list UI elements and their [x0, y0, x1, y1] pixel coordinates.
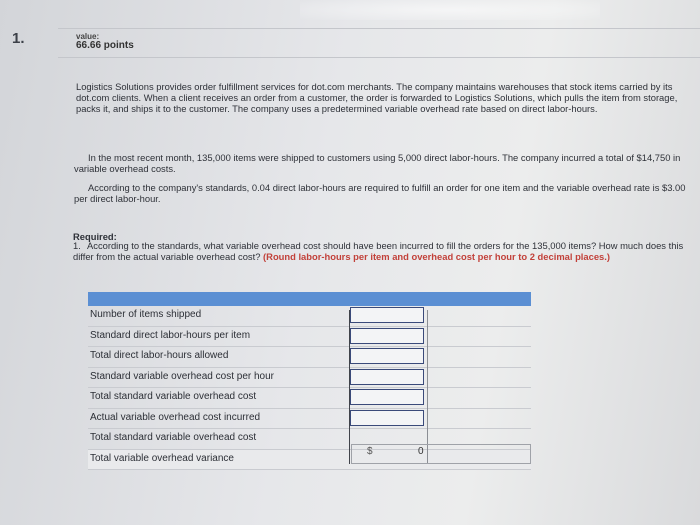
row-label: Standard variable overhead cost per hour [90, 370, 275, 382]
question-number: 1. [12, 30, 25, 47]
total-hours-allowed-input[interactable] [350, 348, 424, 364]
rounding-hint: (Round labor-hours per item and overhead cost per hour to 2 decimal places.) [263, 250, 610, 262]
required-question [73, 241, 700, 263]
currency-symbol: $ [367, 446, 373, 457]
table-row [88, 347, 531, 368]
variance-output-box[interactable] [351, 444, 531, 464]
problem-paragraph-1: Logistics Solutions provides order fulfillment services for dot.com merchants. The company maintains warehouses that stock items carried by its dot.com clients. When a client receives an order from a customer, the order is forwarded to Logistics Solutions, which pulls the item from storage, packs it, and ships it to the customer. The company uses a predetermined variable overhead rate based on direct labor-hours. [76, 81, 678, 114]
required-text: According to the standards, what variable overhead cost should have been incurred to fill the orders for the 135,000 items? How much does this differ from the actual variable overhead cost? [73, 240, 684, 262]
row-label: Total standard variable overhead cost [90, 432, 257, 443]
variance-value: 0 [418, 446, 424, 457]
table-header-bar [88, 292, 531, 306]
problem-paragraph-2: In the most recent month, 135,000 items were shipped to customers using 5,000 direct labor-hours. The company incurred a total of $14,750 in variable overhead costs. [74, 152, 681, 174]
table-row [88, 327, 531, 348]
row-label: Actual variable overhead cost incurred [90, 411, 261, 423]
row-label: Total variable overhead variance [90, 452, 234, 464]
std-hours-per-item-input[interactable] [350, 328, 424, 344]
row-label: Total standard variable overhead cost [90, 391, 257, 402]
row-label: Total direct labor-hours allowed [90, 350, 229, 361]
items-shipped-input[interactable] [350, 307, 424, 323]
points-value: 66.66 points [76, 40, 134, 51]
value-label: value: [76, 32, 100, 41]
row-label: Standard direct labor-hours per item [90, 329, 251, 341]
required-number: 1. [73, 240, 81, 251]
row-label: Number of items shipped [90, 309, 202, 320]
screen-glare [300, 0, 600, 20]
divider-mid [58, 57, 700, 58]
total-std-overhead-input[interactable] [350, 389, 424, 405]
table-row [88, 368, 531, 389]
table-row [88, 306, 531, 327]
std-overhead-rate-input[interactable] [350, 369, 424, 385]
required-title: Required: [73, 231, 117, 242]
column-divider [349, 310, 350, 464]
actual-overhead-input[interactable] [350, 410, 424, 426]
divider-top [58, 28, 700, 29]
problem-paragraph-3: According to the company's standards, 0.04 direct labor-hours are required to fulfill an order for one item and the variable overhead rate is $3.00 per direct labor-hour. [74, 182, 686, 204]
column-divider [427, 310, 428, 464]
table-row [88, 388, 531, 409]
table-row [88, 409, 531, 430]
